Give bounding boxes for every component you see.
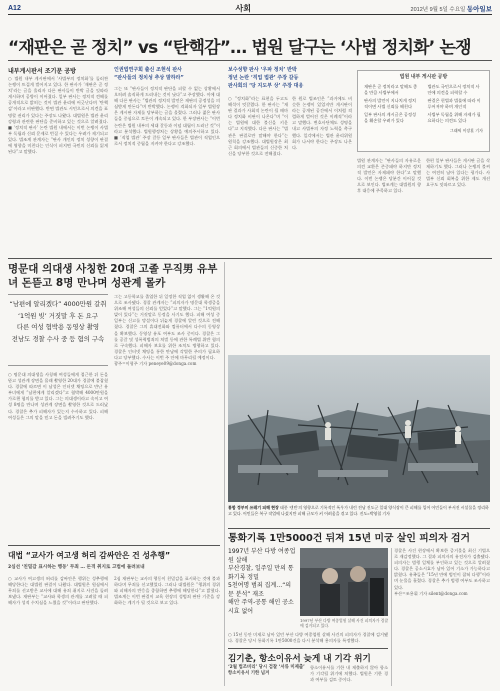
suspect-photo-caption: 1997년 부산 다방 여종업원 살해 사건 피의자가 경찰에 검거되고 있다. — [300, 618, 388, 628]
column-divider — [391, 548, 392, 686]
sidebar-item: 재판은 곧 정치라고 말해도 좋을 만큼 사법부에서 — [364, 84, 418, 95]
sub-story-body-2: 2심 재판부는 교사의 행동이 친밀감을 표시하는 것에 불과하다며 무죄를 선고했었다. 그러나 대법원은 “행위의 경위와 피해자의 반응을 종합하면 추행에 해당한다”고 밝혔다. 법조계는 이번 판결이 교육 현장의 성범죄 판단 기준을 강화하는 계기가 될 것으로 보고 있다. — [114, 576, 220, 606]
lead-body-column-6: 한편 일부 판사들은 게시판 글을 삭제하기도 했다. 그러나 논쟁의 불씨는 여전히 남아 있다는 평가다. 사법부 신뢰 회복을 위한 제도 개선 요구도 잇따르고 있다. — [426, 158, 490, 188]
doctor-story-headline: 명문대 의대생 사칭한 20대 고졸 무직男 유부녀 돈뜯고 8명 만나며 성관계 몰카 — [8, 263, 218, 289]
sidebar-box — [357, 70, 490, 152]
sidebar-item: 판사의 발언이 지나치게 정치적이면 사법 신뢰를 해친다 — [364, 98, 417, 109]
fraud-story-body-2: 경찰은 사건 현장에서 확보한 증거물을 최신 기법으로 재감정했다. 그 결과 피의자의 유전자가 검출됐다. 피의자는 범행 일체를 부인하고 있는 것으로 알려졌다. 경찰은 공소시효가 남아 있어 기소가 가능하다고 밝혔다. 유족들은 “15년 만에 범인이 잡혀 다행”이라며 눈물을 흘렸다. 경찰은 추가 범행 여부도 조사하고 있다. 부산=조용휘 기자 silent@donga.com — [394, 548, 490, 596]
photo-caption: 통합 정부미 쓰레기 피해 현장 태풍 ‘덴빈’의 영향으로 기록적인 폭우가 내린 전남 진도군 일대 양식장이 큰 피해를 입어 어민들이 부서진 시설물을 정리하고 있다. 어민들은 복구 작업에 나섰지만 피해 규모가 커 어려움을 겪고 있다. 진도=박영철 기자 — [228, 505, 489, 516]
lead-body-column-4: 한 원로 법조인은 “과거에도 비슷한 논쟁이 있었지만 게시판이라는 공개된 공간에서 이처럼 격렬하게 벌어진 것은 이례적”이라고 말했다. 변호사단체도 성명을 내고 사법부의 자정 노력을 촉구했다. 일각에서는 법관 윤리위원회가 나서야 한다는 주장도 나온다. — [292, 96, 352, 150]
issue-info: 2012년 9월 5일 수요일 동아일보 — [410, 6, 492, 13]
sub-story-headline: 대법 “교사가 여고생 허리 감싸안은 건 성추행” — [8, 551, 171, 560]
page-number: A12 — [8, 5, 21, 12]
doctor-story-body-1: ○ 명문대 의대생을 사칭해 여성들에게 접근한 뒤 돈을 뜯고 성관계 장면을 몰래 촬영한 20대가 경찰에 붙잡혔다. 경찰에 따르면 이 남성은 인터넷 채팅으로 만난 유부녀에게 “남편에게 알리겠다”고 협박해 4000만원을 가로챈 혐의를 받고 있다. 그는 의대생이라고 속이고 여성 8명을 만나며 성관계 장면을 촬영한 것으로 드러났다. 경찰은 추가 피해자가 있는지 수사하고 있다. 피해 여성들은 그의 말을 믿고 돈을 빌려주기도 했다. — [8, 372, 108, 420]
lead-headline: “재판은 곧 정치” vs “탄핵감”… 법원 달구는 ‘사법 정치화’ 논쟁 — [8, 38, 471, 58]
flood-damage-photo — [228, 355, 490, 502]
lead-deck-2: 보수성향 판사 ‘우파 정치’ 반박 정년 논란 ‘직업 법관’ 주장 갈등 판사회의 ‘당 지도부 상’ 주장 대응 — [228, 67, 304, 89]
doctor-story-body-2: 그는 고등학교를 졸업한 뒤 일정한 직업 없이 생활해 온 것으로 조사됐다. 경찰 관계자는 “피의자가 명문대 학생증을 위조해 여성들의 신뢰를 얻었다”고 말했다. 그는 “1억원의 빚이 있다”는 거짓말로 동정을 사기도 했다. 피해 여성 중 일부는 신고를 망설이다 뒤늦게 경찰에 알린 것으로 전해졌다. 경찰은 그의 휴대전화와 컴퓨터에서 다수의 동영상을 확보했다. 동영상 유포 여부도 조사 중이다. 경찰은 그를 공갈 및 성폭력범죄의 처벌 등에 관한 특례법 위반 혐의로 구속했다. 피해자 보호를 위한 조치도 병행하고 있다. 경찰은 인터넷 채팅을 통한 만남에 각별한 주의가 필요하다고 당부했다. 수사는 이번 주 안에 마무리될 예정이다. 광주=이형주 기자 peneye09@donga.com — [114, 294, 220, 367]
divider — [228, 528, 490, 529]
fraud-story-headline: 통화기록 1만5000건 뒤져 15년 미궁 살인 피의자 검거 — [228, 533, 470, 544]
lead-body-column-3: ○ “정치화”라는 표현을 두고도 해석이 엇갈렸다. 한 판사는 “재판 결과가 사회적 논란이 될 때마다 정치화 비판이 나온다”며 “이는 법원에 대한 불신을 키운다”고 지적했다. 다른 판사는 “법관은 판결로만 말해야 한다”는 원칙을 강조했다. 대법원장은 최근 회의에서 법관들의 신중한 처신을 당부한 것으로 전해졌다. — [228, 96, 288, 156]
doctor-story-box: “남편에 알리겠다” 4000만원 갈취 ‘1억원 빚’ 거짓말 후 돈 요구 다른 여성 협박용 동영상 촬영 전남도 경찰 수사 중 등 혐의 구속 — [8, 294, 108, 366]
column-divider — [224, 262, 225, 686]
doctor-story-byline: 광주=이형주 기자 peneye09@donga.com — [114, 361, 197, 367]
escape-story-body: 항소이유서를 기한 내 제출하지 않아 항소가 기각될 위기에 처했다. 법원은 기한 경과 여부를 검토 중이다. — [310, 665, 388, 683]
divider — [8, 545, 220, 546]
lead-deck-1: 인권법연구회 출신 조현석 판사 “판사들의 정치성 추상 말하라” — [114, 67, 184, 81]
lead-body-column-1: ○ 법원 내부 게시판에서 ‘사법부의 정치화’를 둘러싼 논쟁이 뜨겁게 벌어지고 있다. 한 판사가 ‘재판은 곧 정치’라는 글을 올리자 다른 판사들이 반박 글을 잇따라 게시하며 공방이 이어졌다. 일부 판사는 정치적 견해를 공개적으로 밝히는 것이 법관 윤리에 어긋난다며 ‘탄핵감’이라고 비판했다. 반면 법관도 시민으로서 의견을 표명할 권리가 있다는 주장도 나왔다. 대법원은 법관 윤리강령과 관련한 판단을 준비하고 있는 것으로 알려졌다. ■ ‘정치적 판사’ 논란 법원 내에서는 이번 논쟁이 사법부 독립과 신뢰 문제로 번질 수 있다는 우려가 제기되고 있다. 법조계 관계자는 “판사 개인의 정치 성향이 판결에 영향을 미친다는 인식이 퍼지면 국민의 신뢰를 잃게 된다”고 말했다. — [8, 76, 108, 155]
news-photo — [228, 355, 490, 502]
photo-caption-title: 통합 정부미 쓰레기 피해 현장 — [228, 505, 279, 510]
section-name: 사회 — [235, 4, 251, 13]
page-header — [8, 3, 492, 15]
sidebar-item: 사법부 독립을 위해 자제가 필요하다는 의견도 있다 — [427, 112, 481, 123]
sub-story-deck: 2심선 ‘친밀감 표시하는 행동’ 무죄 … 돈격 취지로 고법에 돌려보내 — [8, 565, 145, 570]
fraud-story-byline: 부산=조용휘 기자 silent@donga.com — [394, 590, 468, 596]
divider — [8, 60, 492, 61]
fraud-story-deck: 1997년 부산 다방 여종업원 살해 부산경찰, 일주일 만의 통화기록 정밀 5천여명 범죄 집계…“의문 분석” 재조 해안 주역-공통 해인 공소시효 없어 — [228, 548, 296, 615]
sidebar-item: 법관도 국민으로서 정치적 사안에 의견을 피력할 수 — [427, 84, 480, 95]
sidebar-item: 일부 판사의 게시글은 공정성을 훼손할 우려가 있다 — [364, 112, 417, 123]
sidebar-grid — [358, 80, 489, 128]
fraud-story-body-1: ○ 15년 동안 미제로 남아 있던 부산 다방 여종업원 살해 사건의 피의자가 경찰에 검거됐다. 경찰은 당시 통화기록 1만5000건을 다시 분석해 용의자를 특정했다. — [228, 632, 388, 644]
suspect-photo — [300, 548, 388, 616]
lead-kicker: 내부게시판서 조기문 공방 — [8, 68, 76, 75]
photo-credit: 진도=박영철 기자 — [359, 510, 390, 516]
sidebar-item: 판결은 헌법과 법률에 따라 이루어져야 하며 개인적 — [427, 98, 481, 109]
escape-story-headline: 김기춘, 항소이유서 늦게 내 기각 위기 — [228, 654, 371, 664]
lead-body-column-5: 법원 관계자는 “판사들의 자유로운 의견 교환은 존중돼야 하지만 정치적 발언은 자제돼야 한다”고 말했다. 이번 논쟁은 당분간 이어질 것으로 보인다. 법조계는 대법원의 향후 대응에 주목하고 있다. — [357, 158, 421, 194]
divider — [8, 258, 492, 259]
lead-body-column-2: 그는 또 “판사들이 정치적 판단을 피할 수 없는 상황에서 오히려 솔직하게 드러내는 것이 낫다”고 주장했다. 이에 대해 다른 판사는 “법관의 정치적 발언은 재판의 공정성을 의심받게 만든다”며 반박했다. 논쟁이 격화되자 일부 법원장은 게시판 자제를 당부하는 글을 올렸다. 그러나 젊은 판사들을 중심으로 토론이 계속되고 있다. 한 부장판사는 “이번 논란은 법원 내부의 세대 갈등과 이념 대립이 드러난 것”이라고 분석했다. 법원행정처는 상황을 예의주시하고 있다. ■ ‘직업 법관’ 주장 갈등 일부 판사들은 법관이 직업인으로서 정치적 중립을 지켜야 한다고 강조했다. — [114, 86, 220, 146]
arrest-photo — [300, 548, 388, 616]
sidebar-footer: 그래픽 이장훈 기자 — [449, 128, 483, 133]
divider — [228, 648, 388, 649]
escape-story-deck: ‘2월 법조비리’ 당시 검찰 ‘서류 미제출’ 항소이유서 기한 넘겨 — [228, 665, 305, 676]
sidebar-title: 법원 내부 게시판 공방 — [399, 74, 448, 80]
sub-story-body-1: ○ 교사가 여고생의 허리를 감싸안은 행위는 성추행에 해당한다는 대법원 판결이 나왔다. 대법원은 원심에서 무죄를 선고받은 교사에 대해 유죄 취지로 사건을 돌려보냈다. 재판부는 “교사와 학생의 관계를 고려할 때 피해자가 성적 수치심을 느꼈을 것”이라고 판단했다. — [8, 576, 108, 606]
